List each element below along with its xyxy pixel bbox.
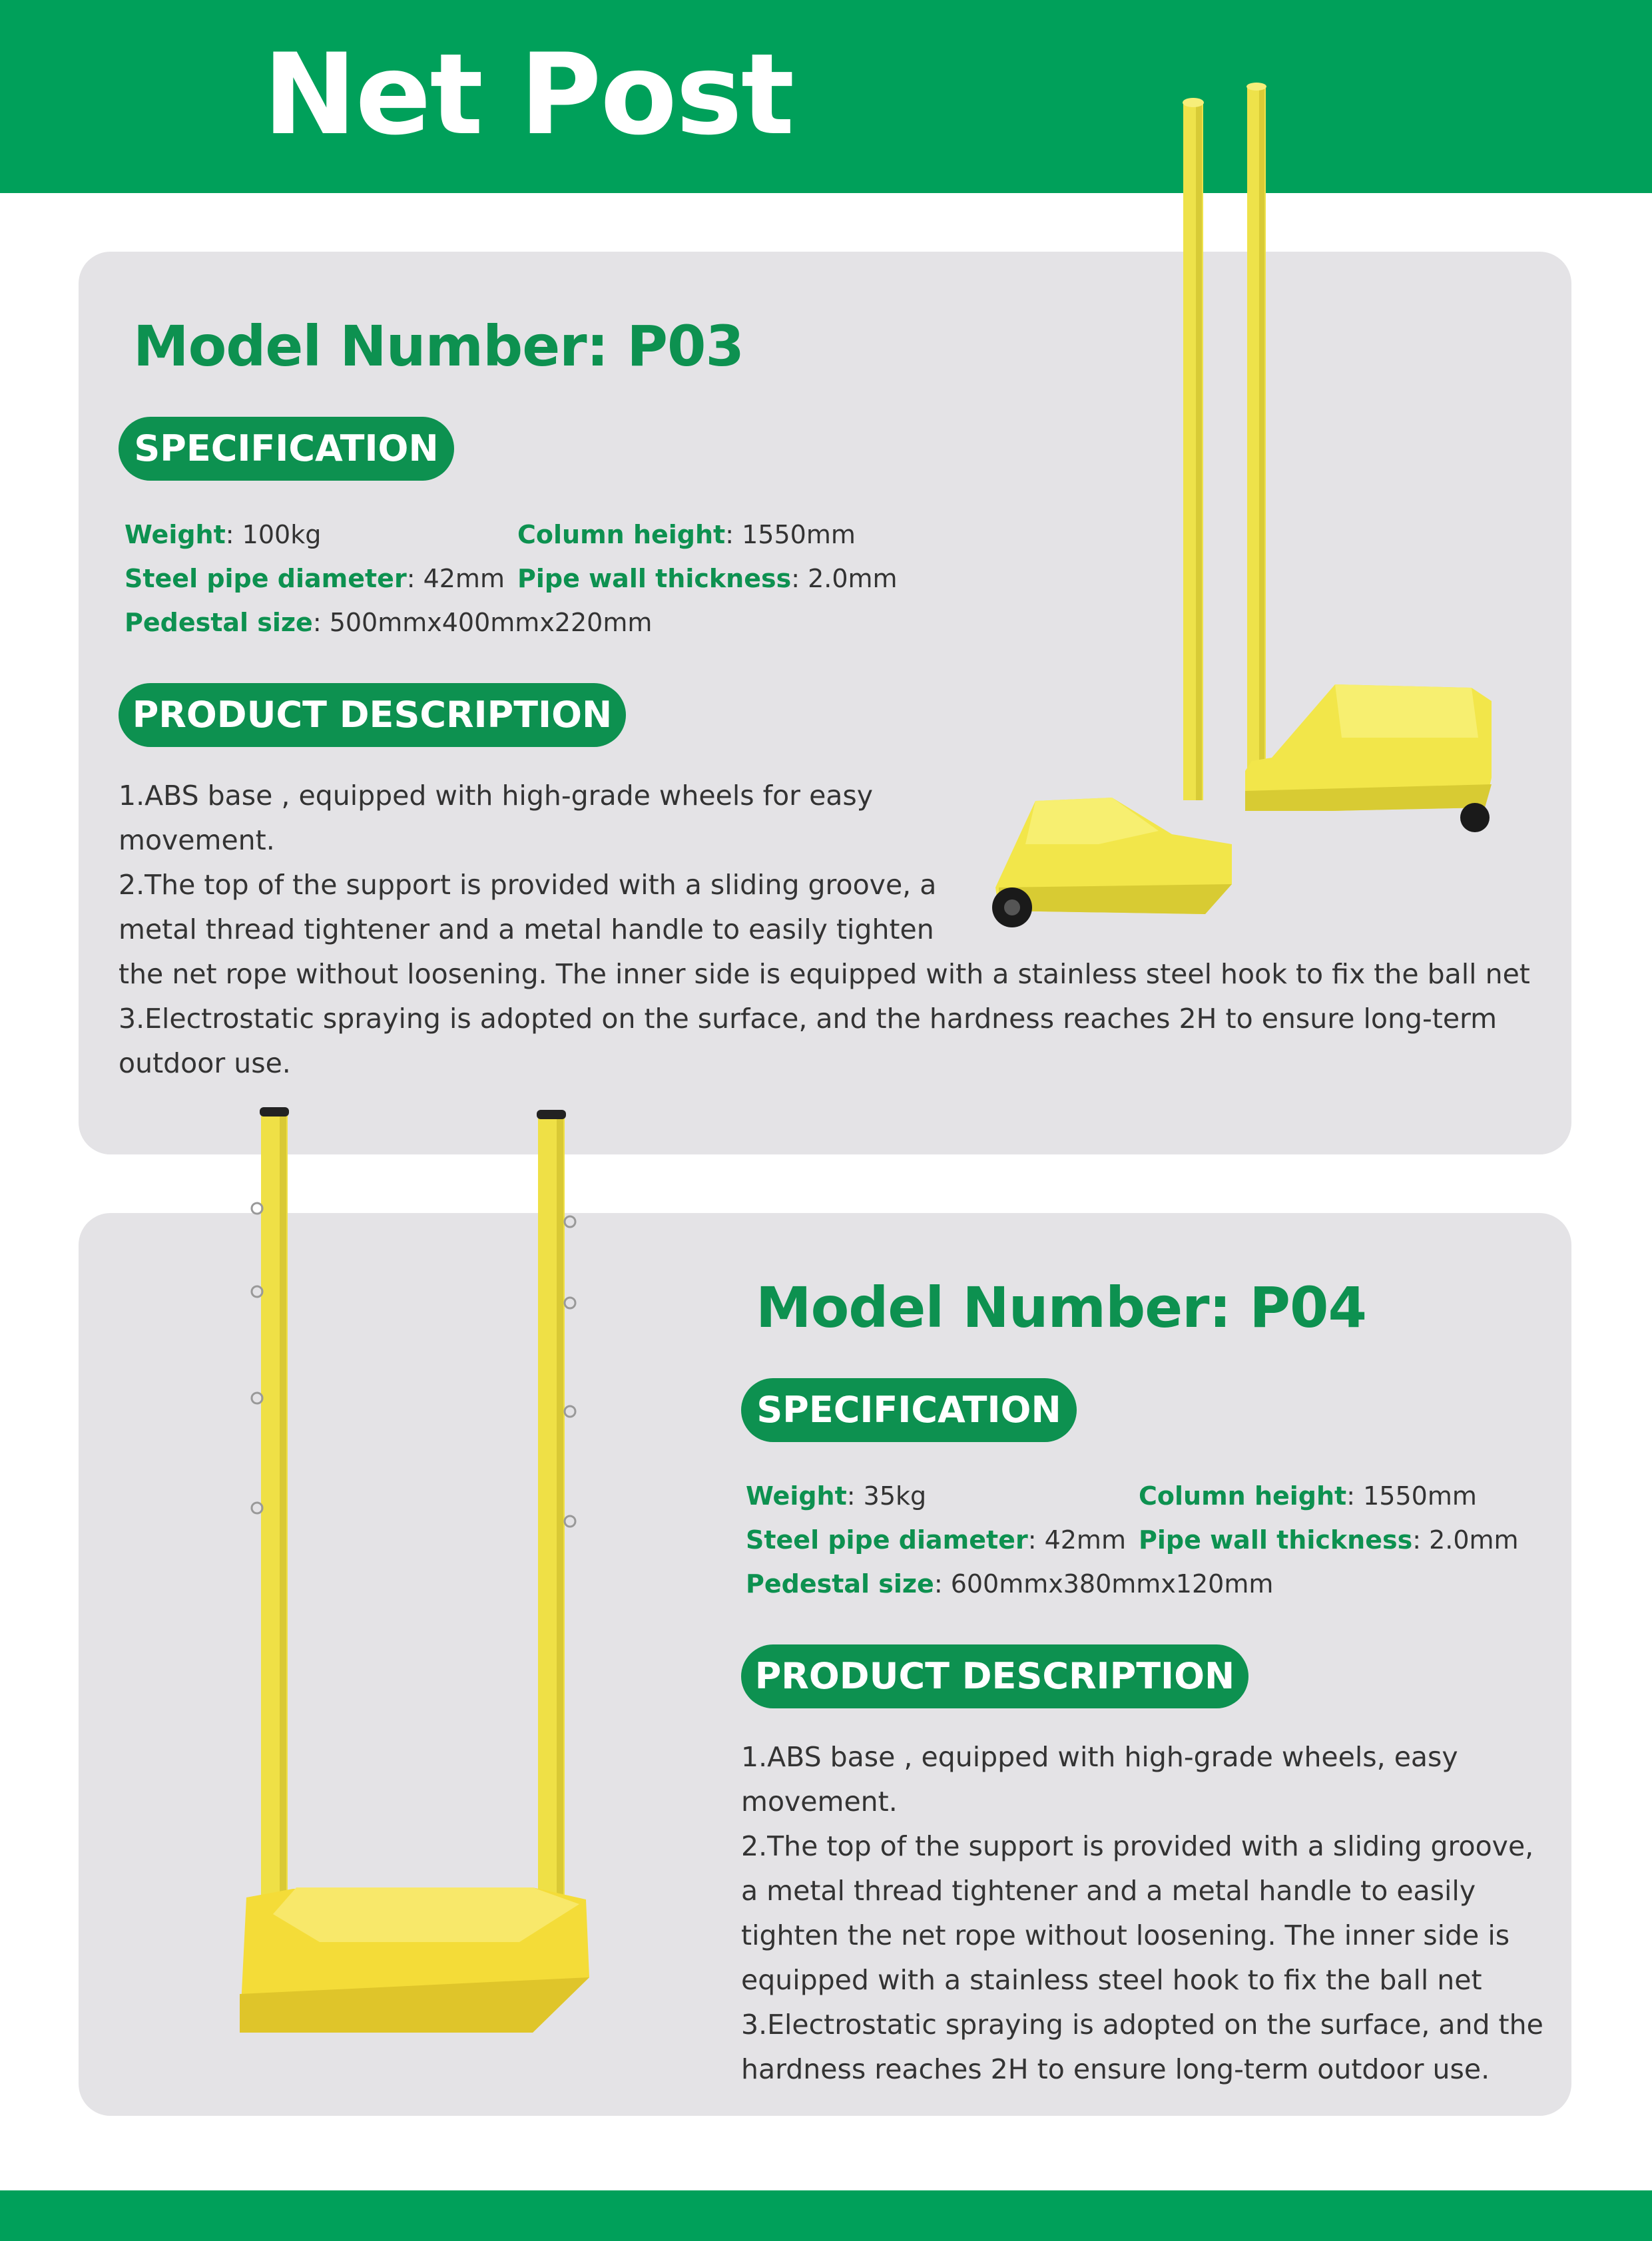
spec-value: 35kg [863,1481,927,1511]
spec-label: Weight [125,520,226,549]
description-line: movement. [119,824,275,856]
description-line: metal thread tightener and a metal handle to easily tighten [119,913,934,945]
description-line: outdoor use. [119,1047,291,1079]
spec-value: 2.0mm [808,564,898,593]
description-line: 2.The top of the support is provided with a sliding groove, a [119,869,937,901]
spec-pedestal-size-p03: Pedestal size: 500mmx400mmx220mm [125,608,653,637]
spec-label: Pipe wall thickness [517,564,792,593]
spec-value: 500mmx400mmx220mm [329,608,653,637]
description-line: hardness reaches 2H to ensure long-term outdoor use. [741,2053,1490,2085]
spec-label: Pedestal size [125,608,313,637]
desc-heading-p04: PRODUCT DESCRIPTION [741,1644,1248,1708]
spec-pipe-diameter-p03: Steel pipe diameter: 42mm [125,564,505,593]
description-line: the net rope without loosening. The inner side is equipped with a stainless steel hook to fix the ball net [119,958,1530,990]
description-p04 [741,1735,1543,2092]
product-image-p04 [233,1102,606,2034]
spec-heading-p03: SPECIFICATION [119,417,454,481]
spec-label: Weight [746,1481,847,1511]
spec-label: Pedestal size [746,1569,934,1599]
description-line: equipped with a stainless steel hook to fix the ball net [741,1964,1482,1996]
spec-label: Column height [517,520,726,549]
description-line: 3.Electrostatic spraying is adopted on the surface, and the hardness reaches 2H to ensure long-term [119,1003,1498,1035]
page-title: Net Post [263,29,794,160]
spec-heading-p04: SPECIFICATION [741,1378,1077,1442]
spec-wall-thickness-p03: Pipe wall thickness: 2.0mm [517,564,898,593]
model-title-p03: Model Number: P03 [133,314,744,379]
description-line: 1.ABS base , equipped with high-grade wheels, easy [741,1741,1458,1773]
description-line: tighten the net rope without loosening. The inner side is [741,1919,1510,1951]
spec-value: 100kg [242,520,322,549]
spec-weight-p04: Weight: 35kg [746,1481,927,1511]
description-line: movement. [741,1786,898,1818]
description-line: 1.ABS base , equipped with high-grade wheels for easy [119,780,874,812]
product-image-p03 [959,79,1518,924]
description-line: a metal thread tightener and a metal handle to easily [741,1875,1476,1907]
spec-value: 1550mm [742,520,856,549]
desc-heading-p03: PRODUCT DESCRIPTION [119,683,626,747]
spec-wall-thickness-p04: Pipe wall thickness: 2.0mm [1139,1525,1519,1555]
spec-label: Pipe wall thickness [1139,1525,1413,1555]
footer-bar [0,2190,1652,2241]
spec-value: 42mm [423,564,505,593]
spec-column-height-p03: Column height: 1550mm [517,520,856,549]
spec-column-height-p04: Column height: 1550mm [1139,1481,1477,1511]
spec-value: 2.0mm [1429,1525,1519,1555]
model-title-p04: Model Number: P04 [756,1275,1366,1340]
spec-pedestal-size-p04: Pedestal size: 600mmx380mmx120mm [746,1569,1274,1599]
description-line: 2.The top of the support is provided with a sliding groove, [741,1830,1534,1862]
description-line: 3.Electrostatic spraying is adopted on the surface, and the [741,2009,1543,2041]
spec-label: Column height [1139,1481,1347,1511]
spec-label: Steel pipe diameter [746,1525,1028,1555]
spec-value: 1550mm [1363,1481,1477,1511]
spec-value: 42mm [1044,1525,1126,1555]
spec-value: 600mmx380mmx120mm [950,1569,1274,1599]
spec-pipe-diameter-p04: Steel pipe diameter: 42mm [746,1525,1126,1555]
spec-weight-p03: Weight: 100kg [125,520,322,549]
spec-label: Steel pipe diameter [125,564,407,593]
